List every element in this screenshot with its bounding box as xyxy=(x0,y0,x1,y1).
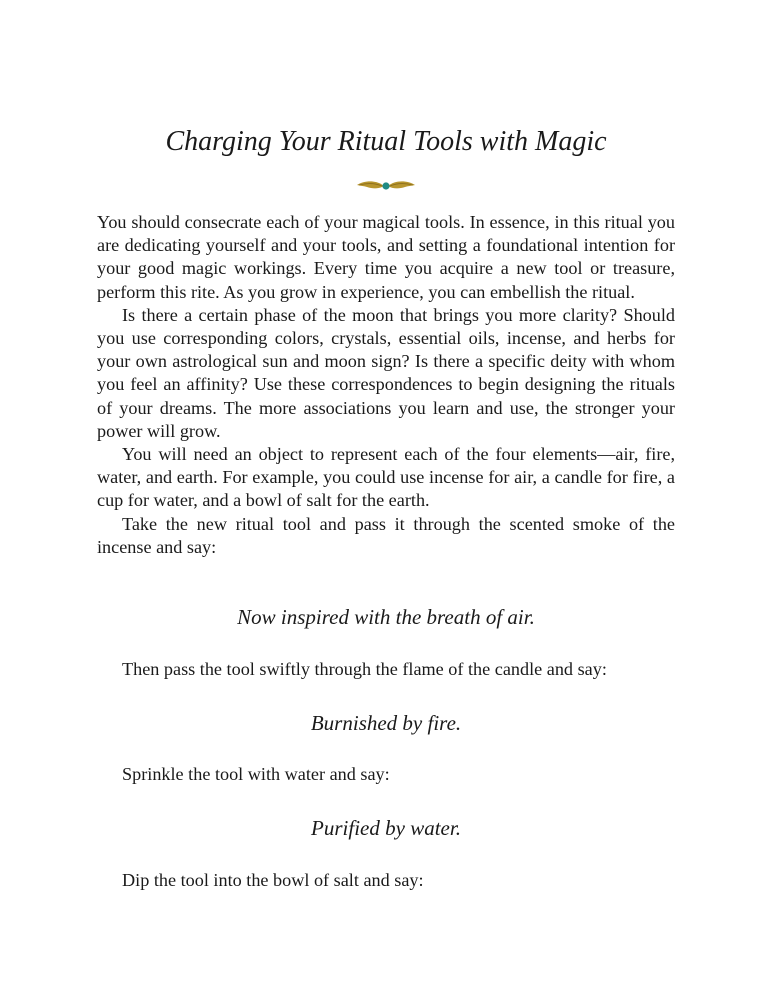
air-invocation: Now inspired with the breath of air. xyxy=(237,605,535,629)
paragraph: Is there a certain phase of the moon that brings you more clarity? Should you use corresponding colors, crystals, essential oils, incense, and herbs for your own astrological sun and moon sign? Is there a specific deity with whom you feel an affinity? Use these correspondences to begin designing the rituals of your dreams. The more associations you learn and use, the stronger your power will grow. xyxy=(97,304,675,441)
paragraph: You will need an object to represent each of the four elements—air, fire, water, and earth. For example, you could use incense for air, a candle for fire, a cup for water, and a bowl of salt for the earth. xyxy=(97,444,675,511)
leaf-scroll-ornament-icon xyxy=(355,178,417,194)
fire-instruction: Then pass the tool swiftly through the flame of the candle and say: xyxy=(122,659,607,679)
fire-invocation: Burnished by fire. xyxy=(310,711,462,735)
paragraph: Take the new ritual tool and pass it through the scented smoke of the incense and say: xyxy=(97,513,675,557)
earth-instruction: Dip the tool into the bowl of salt and say: xyxy=(122,870,424,890)
body-text xyxy=(97,211,675,559)
water-invocation: Purified by water. xyxy=(311,816,461,840)
water-instruction: Sprinkle the tool with water and say: xyxy=(122,764,390,784)
chapter-title: Charging Your Ritual Tools with Magic xyxy=(165,126,607,157)
paragraph: You should consecrate each of your magical tools. In essence, in this ritual you are dedicating yourself and your tools, and setting a foundational intention for your good magic workings. Every time you acquire a new tool or treasure, perform this rite. As you grow in experience, you can embellish the ritual. xyxy=(97,212,675,302)
